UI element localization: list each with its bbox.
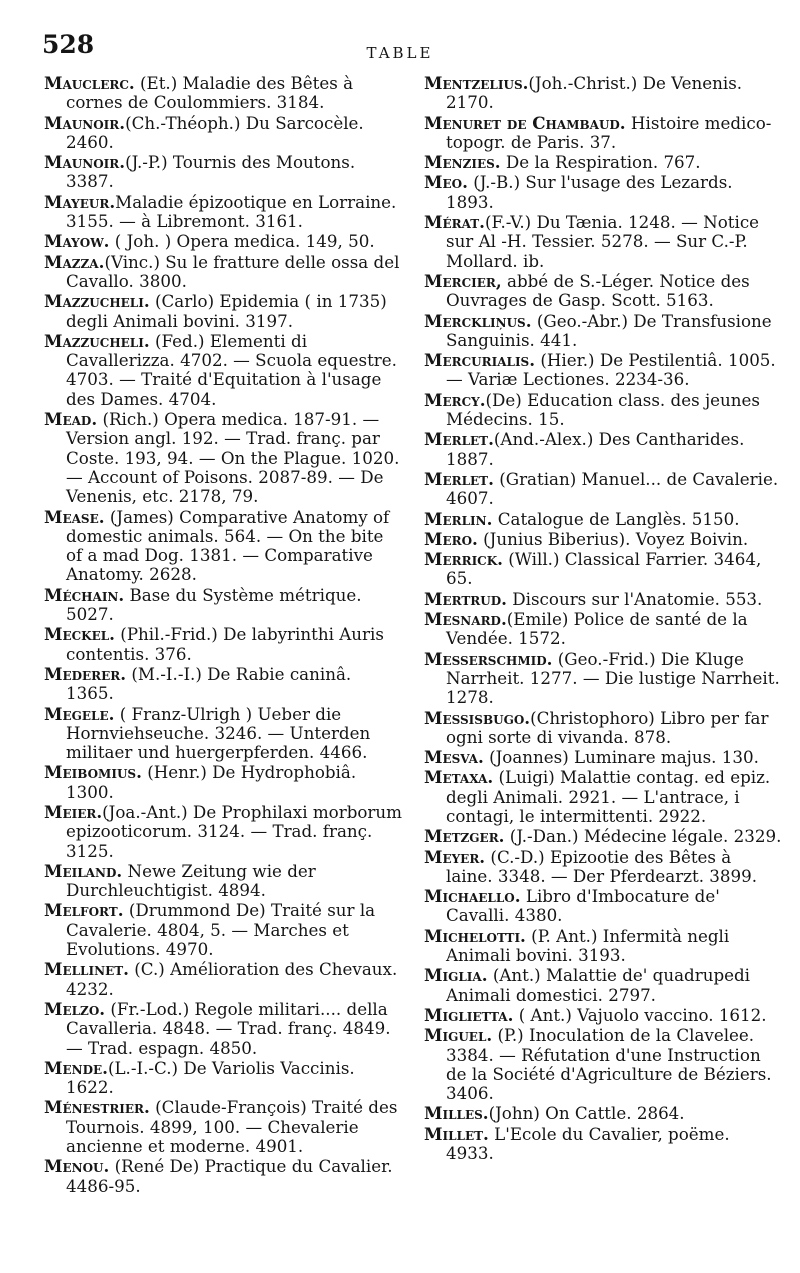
entry-text: Libro d'Imbocature de' Cavalli. 4380. xyxy=(446,886,720,926)
entry-author: Metaxa. xyxy=(424,767,494,788)
entry-text: (John) On Cattle. 2864. xyxy=(488,1103,685,1124)
index-entry xyxy=(44,862,402,901)
index-entry xyxy=(424,312,782,351)
entry-author: Mazzucheli. xyxy=(44,291,150,312)
entry-text: (J.-P.) Tournis des Moutons. 3387. xyxy=(66,152,356,192)
entry-author: Ménestrier. xyxy=(44,1097,150,1118)
entry-text: ( Joh. ) Opera medica. 149, 50. xyxy=(109,231,375,252)
index-entry xyxy=(44,74,402,113)
entry-text: (Ch.-Théoph.) Du Sarcocèle. 2460. xyxy=(66,112,364,152)
entry-author: Mende. xyxy=(44,1057,108,1078)
entry-author: Menuret de Chambaud. xyxy=(424,112,626,133)
index-entry xyxy=(424,1006,782,1025)
entry-author: Meier. xyxy=(44,801,103,822)
index-entry xyxy=(424,768,782,826)
index-entry xyxy=(44,960,402,999)
entry-author: Millet. xyxy=(424,1123,489,1144)
entry-text: Maladie épizootique en Lorraine. 3155. — à Libremont. 3161. xyxy=(66,191,397,232)
entry-author: Mertrud. xyxy=(424,588,507,609)
entry-text: (Emile) Police de santé de la Vendée. 1572. xyxy=(446,609,748,649)
index-entry xyxy=(424,590,782,609)
index-entry xyxy=(424,470,782,509)
entry-author: Maunoir. xyxy=(44,112,126,133)
entry-author: Mayeur. xyxy=(44,191,116,212)
entry-text: (C.) Amélioration des Chevaux. 4232. xyxy=(66,959,398,999)
index-entry xyxy=(44,332,402,409)
entry-text: (Henr.) De Hydrophobiâ. 1300. xyxy=(66,762,357,802)
index-entry xyxy=(44,232,402,251)
entry-author: Milles. xyxy=(424,1103,489,1124)
index-entry xyxy=(44,410,402,506)
entry-author: Melfort. xyxy=(44,900,124,921)
entry-author: Mero. xyxy=(424,528,478,549)
entry-author: Méchain. xyxy=(44,584,125,605)
entry-author: Mazzucheli. xyxy=(44,330,150,351)
index-entry xyxy=(424,650,782,708)
entry-text: (F.-V.) Du Tænia. 1248. — Notice sur Al -H. Tessier. 5278. — Sur C.-P. Mollard. ib. xyxy=(446,212,760,271)
entry-text: Discours sur l'Anatomie. 553. xyxy=(506,588,763,609)
entry-text: (C.-D.) Epizootie des Bêtes à laine. 3348. — Der Pferdearzt. 3899. xyxy=(446,846,758,886)
index-entry xyxy=(44,705,402,763)
entry-text: (Et.) Maladie des Bêtes à cornes de Coulommiers. 3184. xyxy=(66,73,354,113)
entry-author: Meyer. xyxy=(424,846,486,867)
entry-author: Merckliņus. xyxy=(424,310,532,331)
entry-text: ( Ant.) Vajuolo vaccino. 1612. xyxy=(513,1004,767,1025)
entry-text: (Christophoro) Libro per far ogni sorte di vivanda. 878. xyxy=(446,707,769,747)
entry-author: Menou. xyxy=(44,1156,110,1177)
index-entry xyxy=(424,510,782,529)
entry-author: Michelotti. xyxy=(424,925,526,946)
entry-text: (P.) Inoculation de la Clavelee. 3384. — Réfutation d'une Instruction de la Société d'Agriculture de Béziers. 3406. xyxy=(446,1025,772,1104)
entry-author: Mellinet. xyxy=(44,959,129,980)
entry-text: (J.-Dan.) Médecine légale. 2329. xyxy=(504,826,782,847)
entry-text: (Vinc.) Su le fratture delle ossa del Cavallo. 3800. xyxy=(66,251,400,291)
entry-author: Megele. xyxy=(44,703,115,724)
entry-author: Maunoir. xyxy=(44,152,126,173)
running-head: TABLE xyxy=(366,44,434,62)
index-entry xyxy=(44,763,402,802)
entry-text: (Fr.-Lod.) Regole militari.... della Cavalleria. 4848. — Trad. franç. 4849. — Trad. espagn. 4850. xyxy=(66,998,391,1058)
entry-text: (Rich.) Opera medica. 187-91. — Version angl. 192. — Trad. franç. par Coste. 193, 94. — On the Plague. 1020. — Account of Poisons. 2087-89. — De Venenis, etc. 2178, 79. xyxy=(66,409,400,507)
entry-author: Messerschmid. xyxy=(424,648,553,669)
entry-text: (And.-Alex.) Des Cantharides. 1887. xyxy=(446,429,745,469)
index-entry xyxy=(424,213,782,271)
entry-text: (Drummond De) Traité sur la Cavalerie. 4804, 5. — Marches et Evolutions. 4970. xyxy=(66,900,376,960)
index-entry xyxy=(44,1157,402,1196)
entry-author: Mederer. xyxy=(44,663,127,684)
entry-text: (P. Ant.) Infermità negli Animali bovini. 3193. xyxy=(446,925,730,966)
entry-author: Mayow. xyxy=(44,231,110,252)
entry-author: Miglietta. xyxy=(424,1004,514,1025)
index-entry xyxy=(424,610,782,649)
left-column xyxy=(44,74,402,1197)
entry-author: Mercurialis. xyxy=(424,350,536,371)
index-entry xyxy=(424,430,782,469)
entry-author: Mentzelius. xyxy=(424,73,529,93)
entry-author: Miglia. xyxy=(424,965,488,986)
index-entry xyxy=(424,1125,782,1164)
index-entry xyxy=(424,550,782,589)
entry-text: (Will.) Classical Farrier. 3464, 65. xyxy=(446,549,762,589)
index-entry xyxy=(44,665,402,704)
right-column xyxy=(424,74,782,1164)
index-entry xyxy=(424,351,782,390)
entry-text: (Fed.) Elementi di Cavallerizza. 4702. — Scuola equestre. 4703. — Traité d'Equitation à l'usage des Dames. 4704. xyxy=(66,330,397,409)
entry-author: Meo. xyxy=(424,172,468,193)
entry-text: (Claude-François) Traité des Tournois. 4899, 100. — Chevalerie ancienne et moderne. 4901. xyxy=(66,1097,398,1157)
entry-text: (Carlo) Epidemia ( in 1735) degli Animali bovini. 3197. xyxy=(66,291,387,331)
index-entry xyxy=(424,1026,782,1103)
entry-text: (Gratian) Manuel... de Cavalerie. 4607. xyxy=(446,468,779,509)
entry-text: Catalogue de Langlès. 5150. xyxy=(492,508,740,529)
entry-author: Mercy. xyxy=(424,389,486,410)
index-entry xyxy=(44,508,402,585)
index-entry xyxy=(44,193,402,232)
entry-author: Merlin. xyxy=(424,508,493,529)
index-entry xyxy=(44,901,402,959)
entry-author: Miguel. xyxy=(424,1025,493,1046)
entry-author: Merrick. xyxy=(424,549,503,570)
index-entry xyxy=(424,827,782,846)
entry-author: Mauclerc. xyxy=(44,73,135,93)
entry-text: (Joannes) Luminare majus. 130. xyxy=(483,747,759,768)
entry-text: (J.-B.) Sur l'usage des Lezards. 1893. xyxy=(446,172,733,212)
index-entry xyxy=(424,848,782,887)
index-entry xyxy=(424,966,782,1005)
entry-text: (De) Education class. des jeunes Médecins. 15. xyxy=(446,389,760,430)
entry-text: (M.-I.-I.) De Rabie caninâ. 1365. xyxy=(66,663,352,704)
entry-text: ( Franz-Ulrigh ) Ueber die Hornviehseuche. 3246. — Unterden militaer und huergerpferden. 4466. xyxy=(66,703,371,763)
entry-text: (Luigi) Malattie contag. ed epiz. degli Animali. 2921. — L'antrace, i contagi, le intermittenti. 2922. xyxy=(446,767,771,826)
index-entry xyxy=(424,748,782,767)
entry-author: Merlet. xyxy=(424,429,494,450)
entry-text: (Phil.-Frid.) De labyrinthi Auris contentis. 376. xyxy=(66,624,384,664)
index-entry xyxy=(44,292,402,331)
index-entry xyxy=(424,391,782,430)
index-entry xyxy=(424,272,782,311)
index-entry xyxy=(44,1059,402,1098)
entry-text: (Junius Biberius). Voyez Boivin. xyxy=(477,528,749,549)
index-entry xyxy=(44,586,402,625)
entry-text: Base du Système métrique. 5027. xyxy=(66,584,362,625)
entry-author: Mazza. xyxy=(44,251,105,272)
entry-author: Merlet. xyxy=(424,468,494,489)
entry-text: (Hier.) De Pestilentiâ. 1005. — Variæ Lectiones. 2234-36. xyxy=(446,350,776,390)
entry-text: De la Respiration. 767. xyxy=(500,152,701,173)
entry-author: Mesnard. xyxy=(424,609,507,630)
index-entry xyxy=(424,927,782,966)
index-entry xyxy=(44,803,402,861)
entry-author: Melzo. xyxy=(44,998,106,1019)
entry-author: Meibomius. xyxy=(44,762,142,783)
entry-text: (René De) Practique du Cavalier. 4486-95. xyxy=(66,1156,393,1196)
entry-text: (Geo.-Frid.) Die Kluge Narrheit. 1277. — Die lustige Narrheit. 1278. xyxy=(446,648,780,708)
index-entry xyxy=(424,114,782,153)
entry-author: Meiland. xyxy=(44,860,123,881)
entry-author: Meckel. xyxy=(44,624,115,645)
entry-author: Mérat. xyxy=(424,212,485,233)
entry-author: Messisbugo. xyxy=(424,707,531,728)
entry-text: (James) Comparative Anatomy of domestic animals. 564. — On the bite of a mad Dog. 1381. — Comparative Anatomy. 2628. xyxy=(66,506,390,585)
index-entry xyxy=(424,887,782,926)
entry-text: abbé de S.-Léger. Notice des Ouvrages de Gasp. Scott. 5163. xyxy=(446,270,750,311)
index-entry xyxy=(44,1098,402,1156)
index-entry xyxy=(424,709,782,748)
entry-text: (Joh.-Christ.) De Venenis. 2170. xyxy=(446,73,743,113)
index-entry xyxy=(44,253,402,292)
index-entry xyxy=(424,173,782,212)
entry-author: Mercier, xyxy=(424,270,502,291)
entry-author: Mesva. xyxy=(424,747,484,768)
entry-author: Mead. xyxy=(44,409,98,430)
entry-text: (Ant.) Malattie de' quadrupedi Animali domestici. 2797. xyxy=(446,965,751,1005)
entry-author: Menzies. xyxy=(424,152,501,173)
entry-author: Michaello. xyxy=(424,886,521,907)
index-entry xyxy=(44,114,402,153)
index-entry xyxy=(424,1104,782,1123)
index-entry xyxy=(44,625,402,664)
entry-text: (Joa.-Ant.) De Prophilaxi morborum epizooticorum. 3124. — Trad. franç. 3125. xyxy=(66,801,402,861)
page-number: 528 xyxy=(42,30,95,59)
index-entry xyxy=(424,530,782,549)
index-entry xyxy=(44,153,402,192)
entry-text: L'Ecole du Cavalier, poëme. 4933. xyxy=(446,1123,730,1164)
entry-text: Histoire medico-topogr. de Paris. 37. xyxy=(446,112,772,152)
index-entry xyxy=(424,74,782,113)
entry-text: Newe Zeitung wie der Durchleuchtigist. 4894. xyxy=(66,860,316,901)
entry-author: Metzger. xyxy=(424,826,505,847)
entry-text: (Geo.-Abr.) De Transfusione Sanguinis. 441. xyxy=(446,310,772,350)
index-entry xyxy=(424,153,782,172)
entry-author: Mease. xyxy=(44,506,105,527)
index-entry xyxy=(44,1000,402,1058)
entry-text: (L.-I.-C.) De Variolis Vaccinis. 1622. xyxy=(66,1057,355,1098)
